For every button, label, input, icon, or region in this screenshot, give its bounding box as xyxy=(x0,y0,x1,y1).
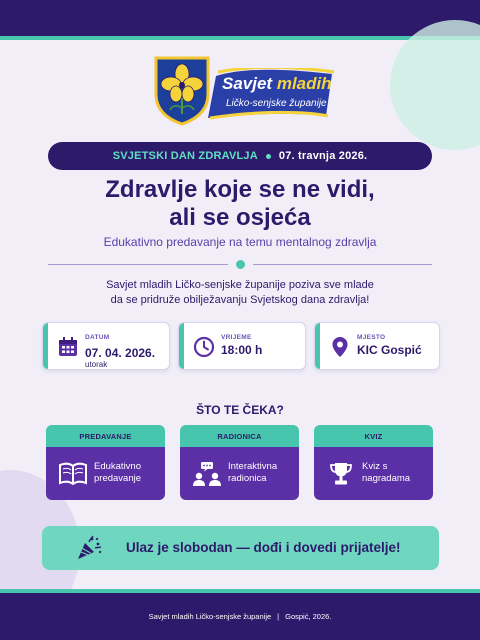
party-popper-icon xyxy=(76,535,102,561)
section-title: ŠTO TE ČEKA? xyxy=(196,403,284,417)
clock-icon xyxy=(193,336,215,358)
activity-header: RADIONICA xyxy=(180,425,299,447)
subtitle: Edukativno predavanje na temu mentalnog zdravlja xyxy=(103,235,377,249)
divider xyxy=(253,264,432,265)
activity-text: Edukativno xyxy=(94,461,142,472)
weekday: utorak xyxy=(85,360,108,369)
card-accent xyxy=(315,323,320,369)
headline-line: ali se osjeća xyxy=(169,204,311,231)
cta-text: Ulaz je slobodan — dođi i dovedi prijatelje! xyxy=(126,540,401,555)
activity-text: radionica xyxy=(228,473,267,484)
free-entry-banner xyxy=(42,526,439,570)
separator-dot xyxy=(266,154,271,159)
date-value: 07. 04. 2026. xyxy=(85,346,156,360)
location-pin-icon xyxy=(329,336,351,358)
intro-line: da se pridruže obilježavanju Svjetskog dana zdravlja! xyxy=(110,294,370,306)
intro-text xyxy=(0,278,480,308)
divider xyxy=(48,264,228,265)
footer-separator: | xyxy=(277,612,280,621)
card-accent xyxy=(179,323,184,369)
activity-text: Interaktivna xyxy=(228,461,278,472)
activity-card-quiz xyxy=(314,425,433,500)
activity-text: Kviz s xyxy=(362,461,388,472)
footer-org: Savjet mladih Ličko-senjske županije xyxy=(148,612,272,621)
logo-title: Savjet mladih xyxy=(222,74,332,93)
flower-shield-icon xyxy=(152,54,212,126)
activity-header: KVIZ xyxy=(314,425,433,447)
time-value: 18:00 h xyxy=(221,343,263,357)
headline xyxy=(0,176,480,232)
event-date-banner xyxy=(48,142,432,170)
headline-line: Zdravlje koje se ne vidi, xyxy=(105,176,375,203)
activity-text: nagradama xyxy=(362,473,411,484)
activity-text: predavanje xyxy=(94,473,142,484)
footer-place-year: Gospić, 2026. xyxy=(285,612,332,621)
event-date: 07. travnja 2026. xyxy=(278,150,368,162)
book-icon xyxy=(58,461,88,487)
date-label: DATUM xyxy=(85,334,110,341)
intro-line: Savjet mladih Ličko-senjske županije poziva sve mlade xyxy=(106,279,374,291)
group-chat-icon xyxy=(192,461,222,487)
place-value: KIC Gospić xyxy=(357,343,422,357)
logo-subtitle: Ličko-senjske županije xyxy=(226,98,327,109)
top-band xyxy=(0,0,480,36)
activity-header: PREDAVANJE xyxy=(46,425,165,447)
activity-card-lecture xyxy=(46,425,165,500)
place-label: MJESTO xyxy=(357,334,386,341)
date-card xyxy=(42,322,170,370)
card-accent xyxy=(43,323,48,369)
event-name: SVJETSKI DAN ZDRAVLJA xyxy=(112,150,258,162)
place-card xyxy=(314,322,440,370)
calendar-icon xyxy=(57,336,79,358)
footer xyxy=(0,593,480,640)
org-logo xyxy=(152,54,342,130)
divider-dot xyxy=(236,260,245,269)
time-card xyxy=(178,322,306,370)
trophy-icon xyxy=(326,461,356,487)
time-label: VRIJEME xyxy=(221,334,252,341)
activity-card-workshop xyxy=(180,425,299,500)
